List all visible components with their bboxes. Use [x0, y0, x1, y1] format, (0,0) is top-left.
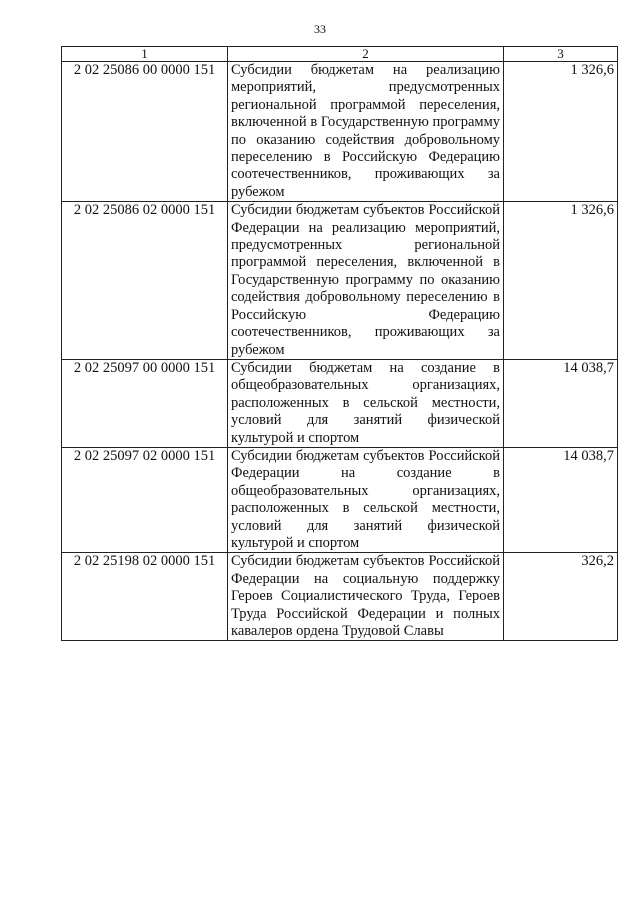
- table-header-row: [62, 47, 618, 62]
- classification-code: 2 02 25086 02 0000 151: [62, 202, 228, 360]
- revenue-description: Субсидии бюджетам субъектов Российской Федерации на создание в общеобразовательных организациях, расположенных в сельской местности, условий для занятий физической культурой и спортом: [228, 447, 504, 552]
- table-row: [62, 553, 618, 641]
- column-header-code: 1: [62, 47, 228, 62]
- table-row: [62, 202, 618, 360]
- amount-value: 326,2: [504, 553, 618, 641]
- classification-code: 2 02 25097 02 0000 151: [62, 447, 228, 552]
- column-header-description: 2: [228, 47, 504, 62]
- page-number: 33: [314, 22, 326, 36]
- budget-revenue-table: [61, 46, 618, 641]
- revenue-description: Субсидии бюджетам субъектов Российской Федерации на реализацию мероприятий, предусмотренных региональной программой переселения, включенной в Государственную программу по оказанию содействия добровольному переселению в Российскую Федерацию соотечественников, проживающих за рубежом: [228, 202, 504, 360]
- amount-value: 1 326,6: [504, 202, 618, 360]
- classification-code: 2 02 25097 00 0000 151: [62, 359, 228, 447]
- revenue-description: Субсидии бюджетам на создание в общеобразовательных организациях, расположенных в сельской местности, условий для занятий физической культурой и спортом: [228, 359, 504, 447]
- classification-code: 2 02 25198 02 0000 151: [62, 553, 228, 641]
- revenue-description: Субсидии бюджетам на реализацию мероприятий, предусмотренных региональной программой переселения, включенной в Государственную программу по оказанию содействия добровольному переселению в Российскую Федерацию соотечественников, проживающих за рубежом: [228, 62, 504, 202]
- table-row: [62, 447, 618, 552]
- table-row: [62, 62, 618, 202]
- revenue-description: Субсидии бюджетам субъектов Российской Федерации на социальную поддержку Героев Социалистического Труда, Героев Труда Российской Федерации и полных кавалеров ордена Трудовой Славы: [228, 553, 504, 641]
- classification-code: 2 02 25086 00 0000 151: [62, 62, 228, 202]
- amount-value: 14 038,7: [504, 359, 618, 447]
- table-row: [62, 359, 618, 447]
- amount-value: 1 326,6: [504, 62, 618, 202]
- amount-value: 14 038,7: [504, 447, 618, 552]
- column-header-amount: 3: [504, 47, 618, 62]
